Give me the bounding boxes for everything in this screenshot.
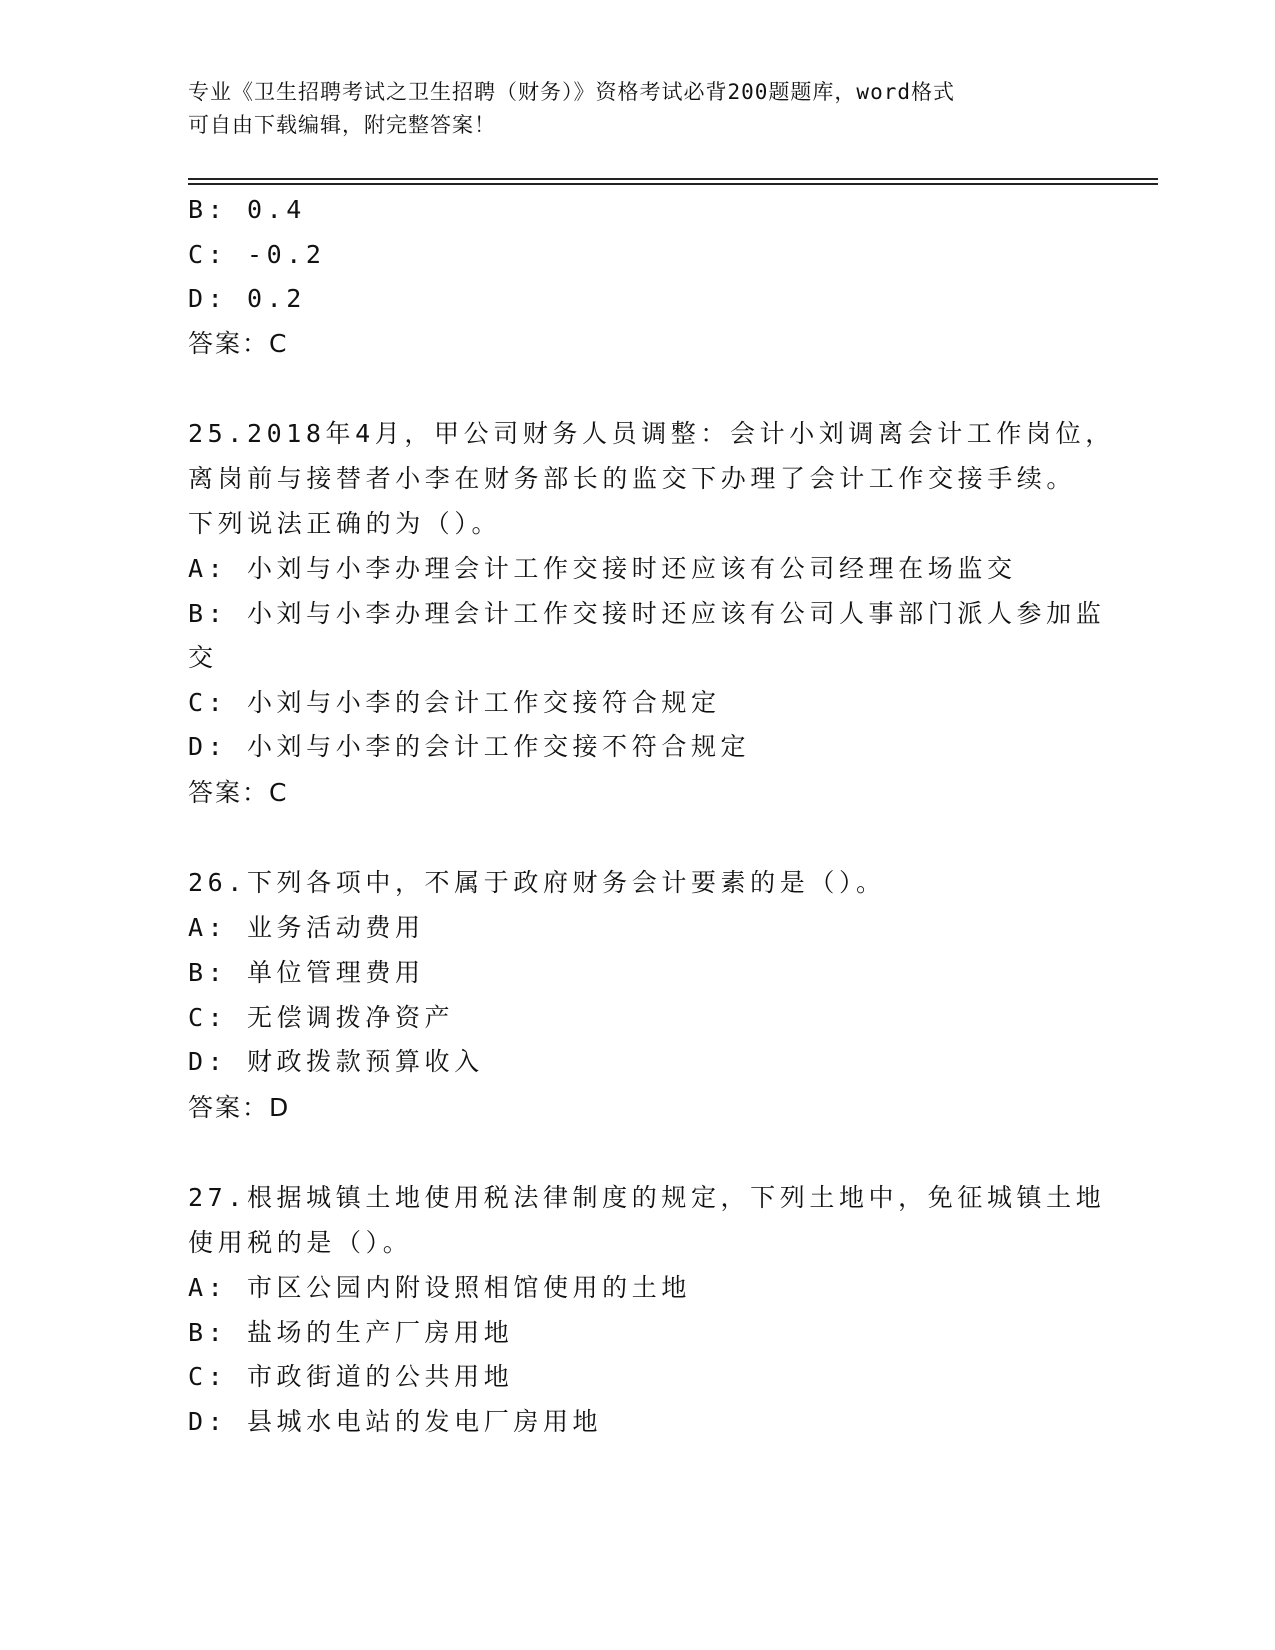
q24-answer: 答案：C	[188, 329, 289, 358]
header-title-line-2: 可自由下载编辑，附完整答案！	[188, 113, 496, 137]
q25-option-a: A: 小刘与小李办理会计工作交接时还应该有公司经理在场监交	[188, 554, 1017, 583]
q25-option-c: C: 小刘与小李的会计工作交接符合规定	[188, 688, 721, 717]
q26-option-a: A: 业务活动费用	[188, 913, 425, 942]
q26-stem: 26.下列各项中，不属于政府财务会计要素的是（）。	[188, 868, 886, 897]
q26-answer: 答案：D	[188, 1093, 291, 1122]
q26-option-c: C: 无偿调拨净资产	[188, 1003, 455, 1032]
header-divider-bottom	[188, 183, 1158, 185]
q25-answer: 答案：C	[188, 778, 289, 807]
q27-option-c: C: 市政街道的公共用地	[188, 1362, 514, 1391]
q26-option-b: B: 单位管理费用	[188, 958, 425, 987]
q26-option-d: D: 财政拨款预算收入	[188, 1047, 484, 1076]
q27-option-b: B: 盐场的生产厂房用地	[188, 1318, 514, 1347]
q24-option-d: D: 0.2	[188, 284, 306, 313]
q25-option-b-line-2: 交	[188, 643, 218, 672]
q27-option-a: A: 市区公园内附设照相馆使用的土地	[188, 1273, 691, 1302]
q27-stem-line-1: 27.根据城镇土地使用税法律制度的规定，下列土地中，免征城镇土地	[188, 1183, 1106, 1212]
q25-stem-line-1: 25.2018年4月，甲公司财务人员调整：会计小刘调离会计工作岗位，	[188, 419, 1115, 448]
header-divider-top	[188, 178, 1158, 180]
q25-option-d: D: 小刘与小李的会计工作交接不符合规定	[188, 732, 751, 761]
q25-option-b-line-1: B: 小刘与小李办理会计工作交接时还应该有公司人事部门派人参加监	[188, 599, 1106, 628]
q24-option-c: C: -0.2	[188, 240, 326, 269]
header-title-line-1: 专业《卫生招聘考试之卫生招聘（财务）》资格考试必背200题题库，word格式	[188, 80, 955, 104]
q25-stem-line-2: 离岗前与接替者小李在财务部长的监交下办理了会计工作交接手续。	[188, 464, 1077, 493]
q27-option-d: D: 县城水电站的发电厂房用地	[188, 1407, 603, 1436]
q24-option-b: B: 0.4	[188, 195, 306, 224]
q25-stem-line-3: 下列说法正确的为（）。	[188, 509, 502, 538]
document-header	[188, 76, 1088, 142]
q27-stem-line-2: 使用税的是（）。	[188, 1228, 413, 1257]
